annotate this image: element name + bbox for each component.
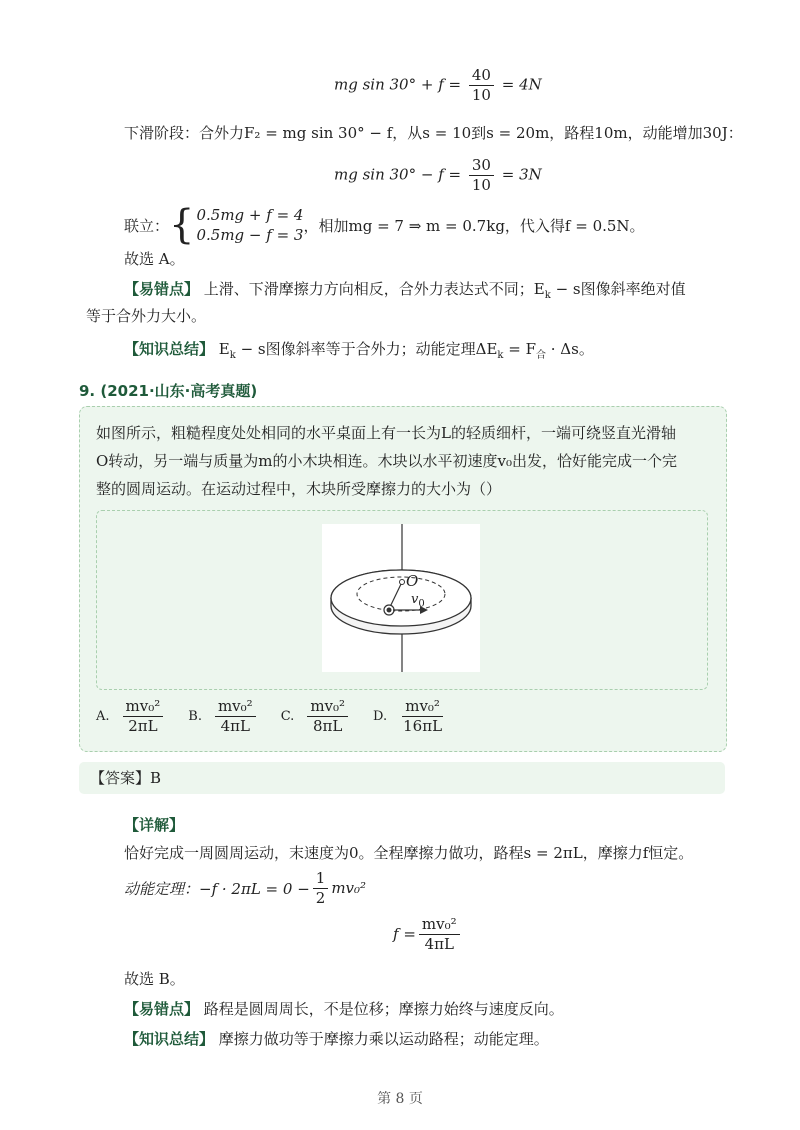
- answer-bar: [79, 762, 725, 794]
- option-a[interactable]: A. $\frac{\text{mv₀²}}{2\pi L}$: [96, 697, 166, 736]
- slide-down-text: 下滑阶段：合外力F₂ = mg sin 30° − f，从s = 10到s = 20m，路程10m，动能增加30J：: [124, 124, 743, 142]
- combine-block: [124, 203, 645, 247]
- pitfall-1-cont: 等于合外力大小。: [86, 307, 207, 325]
- label-o: O: [406, 572, 419, 590]
- answer-label: 【答案】B: [90, 769, 162, 787]
- combine-rest: ，相加mg = 7 ⇒ m = 0.7kg，代入得f = 0.5N。: [303, 216, 645, 235]
- brace-icon: {: [169, 202, 195, 248]
- label-v0: $v_0$: [411, 592, 425, 610]
- system-eq2: 0.5mg − f = 3: [196, 226, 304, 244]
- option-b[interactable]: B. $\frac{\text{mv₀²}}{4\pi L}$: [188, 697, 258, 736]
- stem-line-1: 如图所示，粗糙程度处处相同的水平桌面上有一长为L的轻质细杆，一端可绕竖直光滑轴: [96, 424, 676, 442]
- pitfall-1: 【易错点】 上滑、下滑摩擦力方向相反，合外力表达式不同；$E_k - s$图像斜率绝对值: [124, 280, 686, 301]
- summary-tag: 【知识总结】: [124, 340, 215, 358]
- summary-1: 【知识总结】 $E_k - s$图像斜率等于合外力；动能定理$\Delta E_k = F_合 \cdot \Delta s$。: [124, 340, 594, 361]
- detail-line-1: 恰好完成一周圆周运动，末速度为0。全程摩擦力做功，路程s = 2πL，摩擦力f恒定。: [124, 844, 694, 862]
- choose-b: 故选 B。: [124, 970, 185, 988]
- equation-down-force: mg sin 30° − f = $\frac{30}{10}$ = 3N: [334, 156, 542, 194]
- detail-tag: 【详解】: [124, 816, 185, 834]
- combine-label: 联立：: [124, 216, 170, 235]
- rotating-disk-figure: [322, 524, 480, 672]
- choose-a: 故选 A。: [124, 250, 185, 268]
- option-c[interactable]: C. $\frac{\text{mv₀²}}{8\pi L}$: [281, 697, 351, 736]
- stem-line-2: O转动，另一端与质量为m的小木块相连。木块以水平初速度v₀出发，恰好能完成一个完: [96, 452, 678, 470]
- result-equation: f = $\frac{\text{mv₀²}}{4\pi L}$: [393, 912, 463, 956]
- page-number: 第 8 页: [377, 1091, 423, 1107]
- option-d[interactable]: D. $\frac{\text{mv₀²}}{16\pi L}$: [373, 697, 443, 735]
- pitfall-2: 【易错点】 路程是圆周周长，不是位移；摩擦力始终与速度反向。: [124, 1000, 564, 1018]
- question-header: 9. (2021·山东·高考真题): [79, 382, 258, 400]
- summary-2: 【知识总结】 摩擦力做功等于摩擦力乘以运动路程；动能定理。: [124, 1030, 549, 1048]
- equation-up-force: mg sin 30° + f = $\frac{40}{10}$ = 4N: [334, 66, 542, 104]
- options-row: [96, 697, 470, 736]
- system-eq1: 0.5mg + f = 4: [196, 206, 304, 224]
- stem-line-3: 整的圆周运动。在运动过程中，木块所受摩擦力的大小为（）: [96, 480, 502, 498]
- figure-image: [322, 524, 480, 672]
- pitfall-tag: 【易错点】: [124, 280, 200, 298]
- theorem-line: 动能定理：−f · 2πL = 0 − $\frac{1}{2}$ mv₀²: [124, 868, 367, 907]
